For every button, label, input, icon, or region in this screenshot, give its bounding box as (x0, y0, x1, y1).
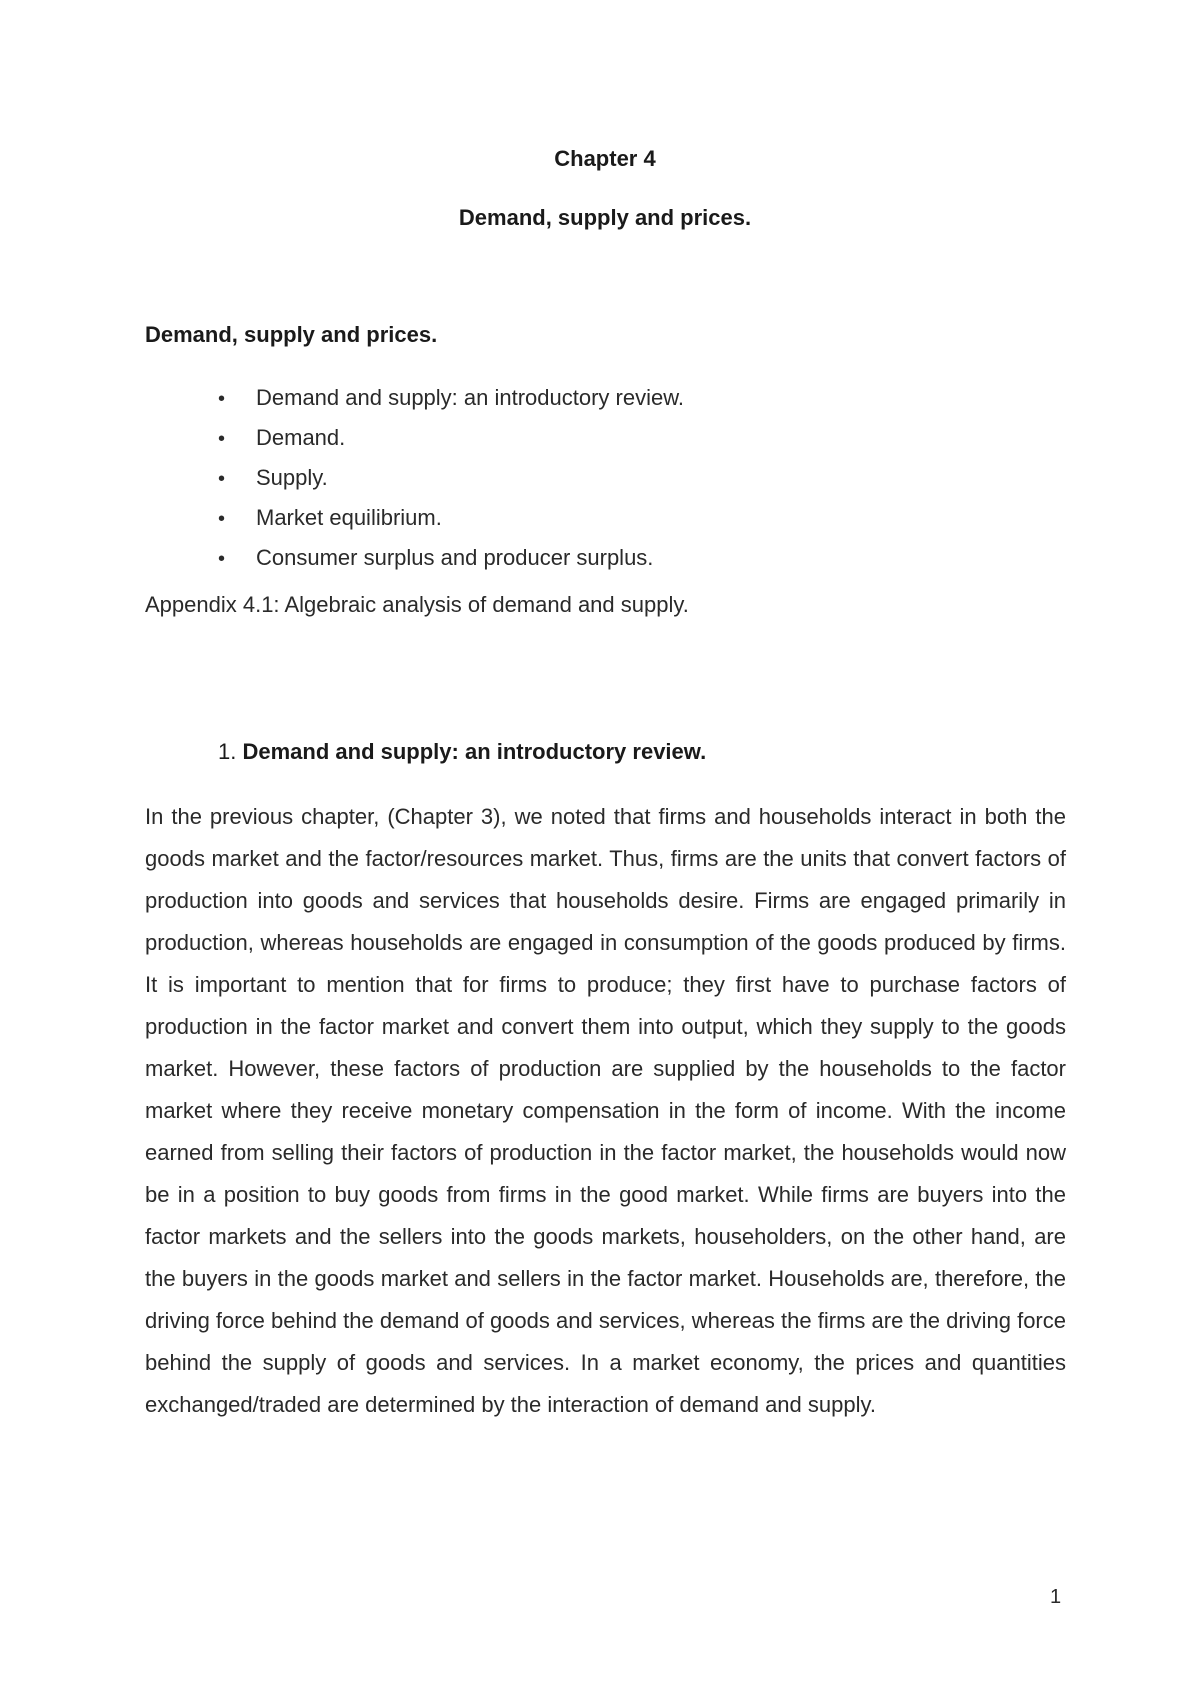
outline-item (218, 458, 684, 498)
bullet-icon: • (218, 508, 226, 530)
outline-item (218, 418, 684, 458)
appendix-line: Appendix 4.1: Algebraic analysis of demand and supply. (145, 592, 689, 617)
outline-item-text: Demand. (256, 425, 346, 450)
outline-item-text: Supply. (256, 465, 328, 490)
bullet-icon: • (218, 468, 226, 490)
outline-item (218, 538, 684, 578)
outline-item-text: Consumer surplus and producer surplus. (256, 545, 654, 570)
outline-item-text: Market equilibrium. (256, 505, 442, 530)
outline-item (218, 498, 684, 538)
section-heading (218, 739, 706, 765)
section-number: 1. (218, 739, 237, 764)
body-paragraph: In the previous chapter, (Chapter 3), we noted that firms and households interact in both the goods market and the factor/resources market. Thus, firms are the units that convert factors of production into goods and services that households desire. Firms are engaged primarily in production, whereas households are engaged in consumption of the goods produced by firms. It is important to mention that for firms to produce; they first have to purchase factors of production in the factor market and convert them into output, which they supply to the goods market. However, these factors of production are supplied by the households to the factor market where they receive monetary compensation in the form of income. With the income earned from selling their factors of production in the factor market, the households would now be in a position to buy goods from firms in the good market. While firms are buyers into the factor markets and the sellers into the goods markets, householders, on the other hand, are the buyers in the goods market and sellers in the factor market. Households are, therefore, the driving force behind the demand of goods and services, whereas the firms are the driving force behind the supply of goods and services. In a market economy, the prices and quantities exchanged/traded are determined by the interaction of demand and supply. (145, 804, 1066, 1417)
bullet-icon: • (218, 388, 226, 410)
outline-heading: Demand, supply and prices. (145, 322, 438, 347)
bullet-icon: • (218, 548, 226, 570)
outline-list (218, 378, 684, 578)
outline-item (218, 378, 684, 418)
outline-item-text: Demand and supply: an introductory review. (256, 385, 685, 410)
bullet-icon: • (218, 428, 226, 450)
page-number: 1 (1050, 1586, 1062, 1608)
section-title: Demand and supply: an introductory review. (242, 739, 707, 764)
chapter-number: Chapter 4 (554, 146, 656, 171)
chapter-title: Demand, supply and prices. (458, 205, 752, 230)
